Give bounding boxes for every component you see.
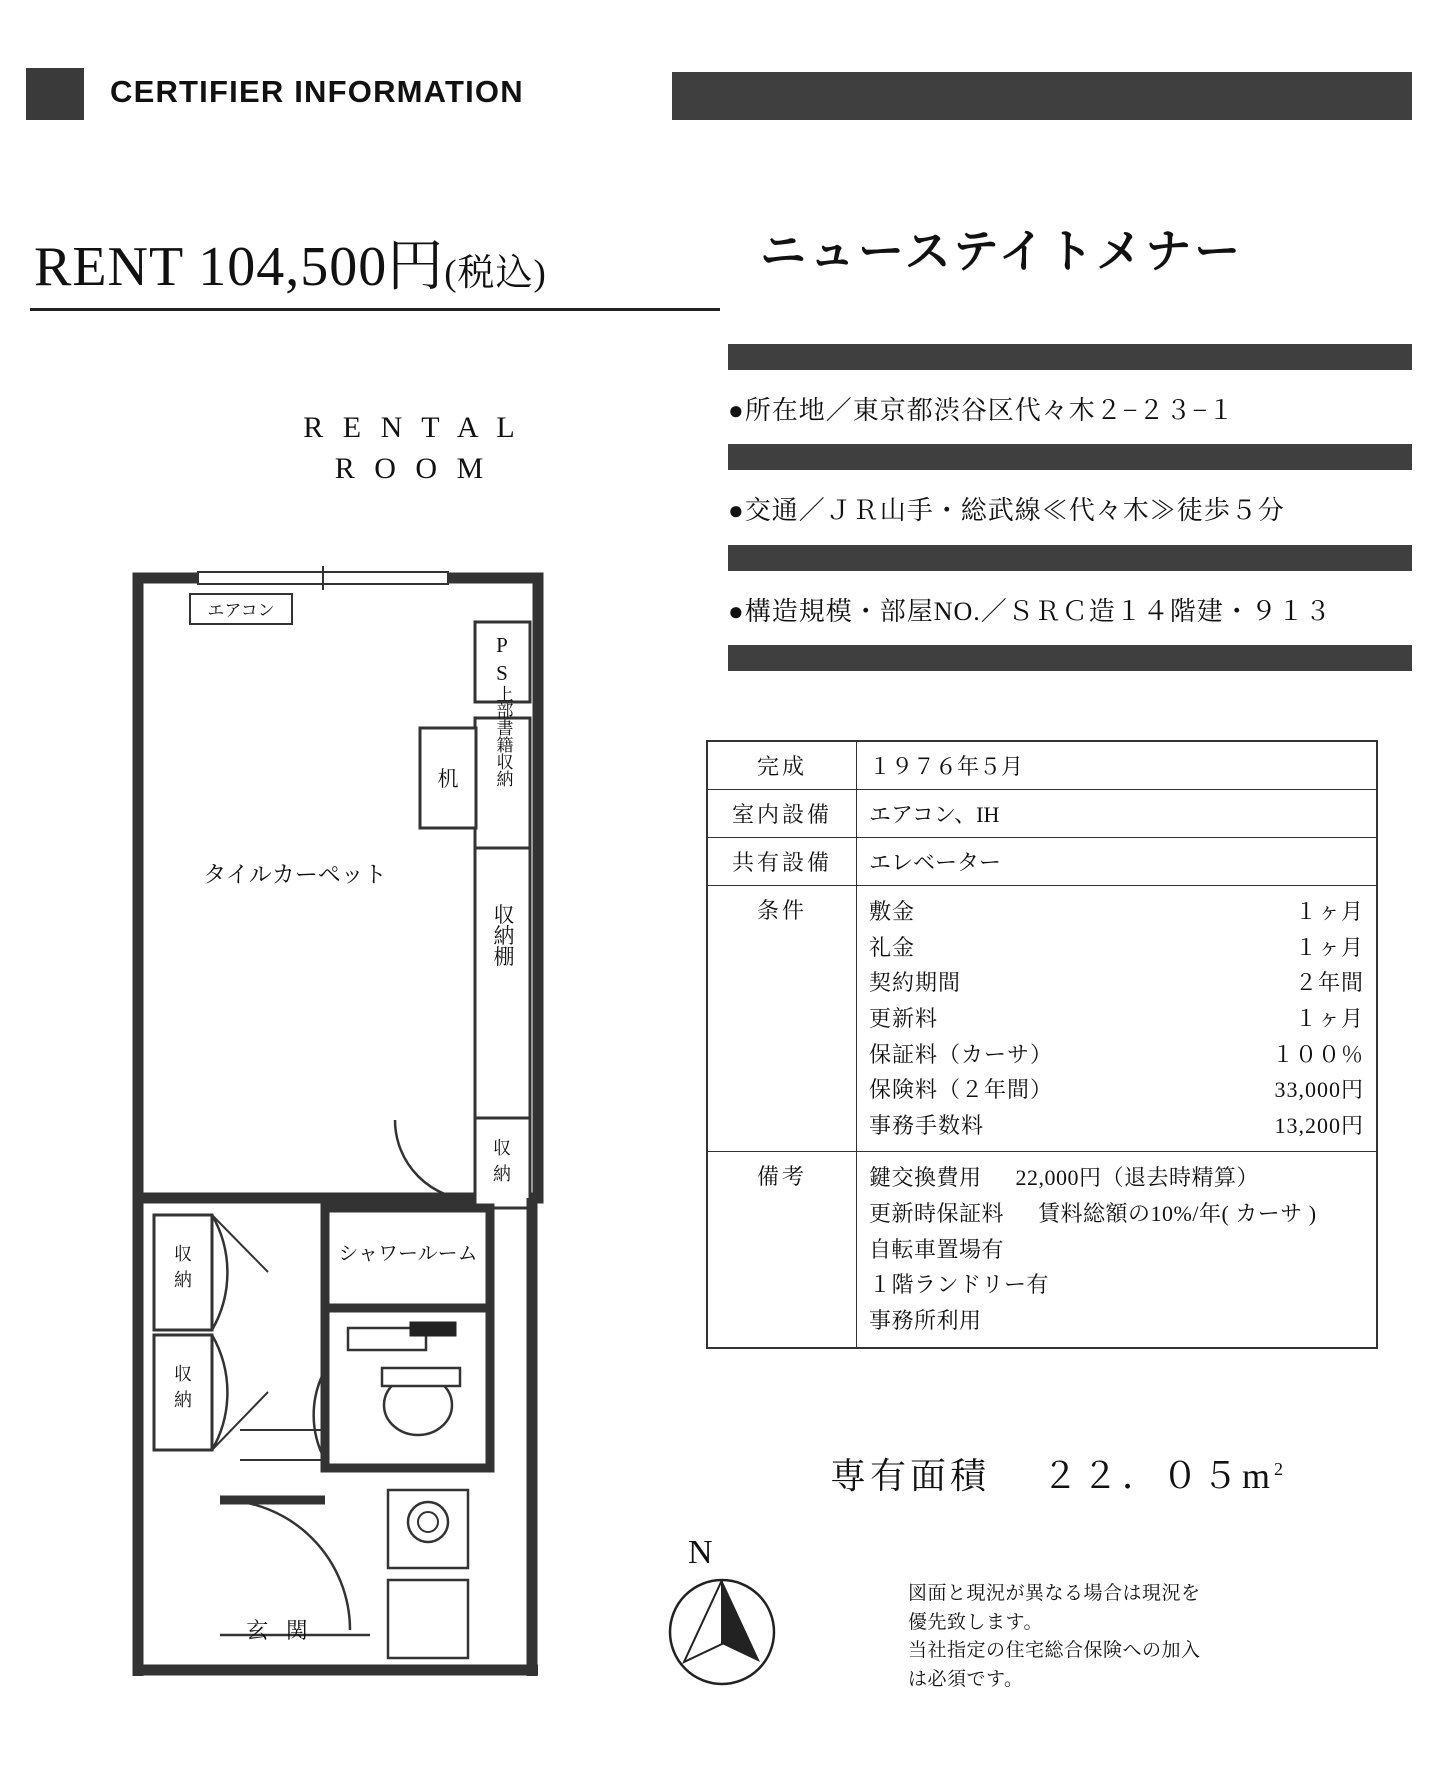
svg-text:納: 納 [493, 1164, 511, 1184]
info-structure: ●構造規模・部屋NO.／ＳＲＣ造１４階建・９１３ [728, 597, 1332, 626]
condition-item: 保証料（カーサ） １００％ [869, 1041, 1364, 1067]
info-access: ●交通／ＪＲ山手・総武線≪代々木≫徒歩５分 [728, 496, 1285, 525]
compass-icon [660, 1540, 790, 1690]
exclusive-area [830, 1448, 1287, 1499]
table-row [707, 838, 1377, 886]
rent-tax-note: (税込) [444, 253, 547, 294]
condition-item: 礼金 １ヶ月 [869, 934, 1364, 960]
table-row [707, 1152, 1377, 1348]
rent-line [34, 222, 547, 302]
svg-text:玄 関: 玄 関 [246, 1618, 314, 1643]
svg-text:収: 収 [174, 1364, 192, 1384]
info-address: ●所在地／東京都渋谷区代々木２−２３−１ [728, 396, 1236, 425]
info-bar-3 [728, 545, 1412, 571]
area-unit: m [1242, 1456, 1275, 1496]
compass [660, 1534, 790, 1690]
spec-indoor-value: エアコン、IH [857, 790, 1378, 838]
page-title: CERTIFIER INFORMATION [110, 74, 524, 109]
area-label: 専有面積 [830, 1456, 991, 1496]
rental-room-line1: R E N T A L [303, 411, 521, 444]
spec-completion-label: 完成 [707, 741, 857, 790]
remark-item: 鍵交換費用 22,000円（退去時精算） [869, 1165, 1260, 1191]
condition-item: 契約期間 ２年間 [869, 970, 1364, 996]
spec-indoor-label: 室内設備 [707, 790, 857, 838]
svg-text:S: S [496, 661, 508, 685]
rent-underline [30, 308, 720, 311]
svg-text:P: P [496, 633, 508, 657]
remark-item: 自転車置場有 [869, 1236, 1005, 1262]
svg-text:シャワールーム: シャワールーム [338, 1243, 478, 1265]
header-square-mark [26, 68, 84, 120]
rental-room-line2: R O O M [334, 451, 490, 485]
rent-label: RENT [34, 236, 184, 298]
table-row [707, 790, 1377, 838]
svg-text:机: 机 [437, 767, 459, 791]
info-bar-1 [728, 344, 1412, 370]
rental-room-caption [272, 408, 552, 489]
rent-amount: 104,500円 [198, 236, 445, 298]
remark-item: 事務所利用 [869, 1307, 982, 1333]
spec-completion-value: １９７６年５月 [857, 741, 1378, 790]
floorplan-drawing [120, 560, 640, 1700]
condition-item: 敷金 １ヶ月 [869, 899, 1364, 924]
svg-text:タイルカーペット: タイルカーペット [203, 862, 387, 887]
area-unit-sup: 2 [1274, 1459, 1288, 1479]
disclaimer-line-4: は必須です。 [908, 1668, 1024, 1690]
spec-conditions-value [857, 886, 1378, 1152]
disclaimer [908, 1580, 1201, 1694]
area-value: ２２．０５ [1042, 1456, 1243, 1496]
spec-conditions-label: 条件 [707, 886, 857, 1152]
condition-item: 保険料（２年間） 33,000円 [869, 1077, 1364, 1103]
spec-table [706, 740, 1378, 1349]
table-row [707, 741, 1377, 790]
info-bar-4 [728, 645, 1412, 671]
condition-item: 更新料 １ヶ月 [869, 1005, 1364, 1031]
building-name: ニューステイトメナー [760, 225, 1244, 277]
remark-item: 更新時保証料 賃料総額の10%/年( カーサ ) [869, 1201, 1317, 1226]
svg-text:収: 収 [174, 1244, 192, 1264]
condition-item: 事務手数料 13,200円 [869, 1112, 1364, 1138]
table-row [707, 886, 1377, 1152]
spec-remarks-label: 備考 [707, 1152, 857, 1348]
remark-item: １階ランドリー有 [869, 1272, 1050, 1298]
spec-shared-value: エレベーター [857, 838, 1378, 886]
svg-text:収納棚: 収納棚 [491, 903, 515, 967]
svg-text:上部書籍収納: 上部書籍収納 [493, 685, 513, 787]
disclaimer-line-2: 優先致します。 [908, 1611, 1043, 1633]
svg-text:納: 納 [174, 1390, 192, 1410]
svg-text:納: 納 [174, 1270, 192, 1290]
svg-text:エアコン: エアコン [207, 601, 275, 620]
svg-text:収: 収 [493, 1138, 511, 1158]
spec-remarks-value [857, 1152, 1378, 1348]
disclaimer-line-1: 図面と現況が異なる場合は現況を [908, 1583, 1201, 1604]
header-bar [672, 72, 1412, 120]
info-bar-2 [728, 444, 1412, 470]
compass-north-label: N [688, 1534, 713, 1571]
disclaimer-line-3: 当社指定の住宅総合保険への加入 [908, 1640, 1201, 1661]
spec-shared-label: 共有設備 [707, 838, 857, 886]
